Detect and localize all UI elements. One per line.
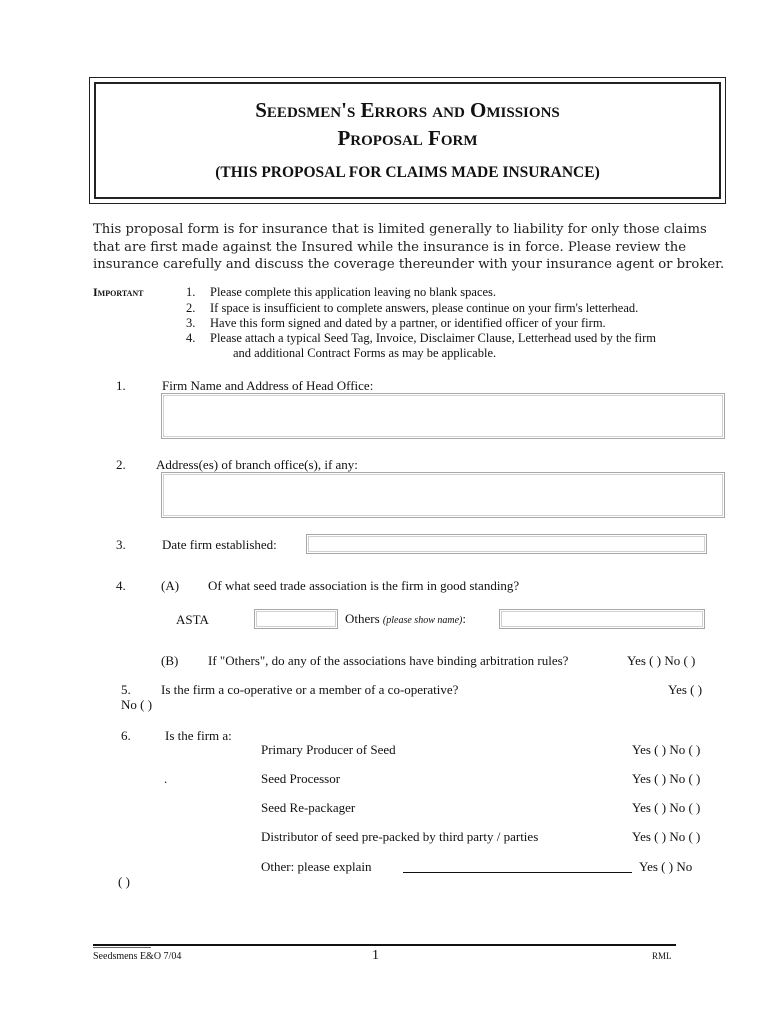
- form-title: [90, 96, 725, 152]
- q6-option-label: Distributor of seed pre-packed by third party / parties: [261, 829, 539, 844]
- q6-option-yes-no[interactable]: Yes ( ) No ( ): [632, 829, 701, 844]
- important-item-1: Please complete this application leaving no blank spaces.: [210, 285, 497, 299]
- q4a-label: (A): [161, 578, 180, 593]
- q6-label: Is the firm a:: [165, 728, 232, 743]
- asta-label: ASTA: [176, 612, 209, 627]
- q5-number: 5.: [121, 682, 131, 697]
- footer-short-rule: [93, 947, 151, 948]
- q1-label: Firm Name and Address of Head Office:: [162, 378, 374, 393]
- important-num-3: 3.: [186, 316, 196, 330]
- form-title-line2: Proposal Form: [337, 126, 478, 150]
- q6-other-label: Other: please explain: [261, 859, 372, 874]
- q2-label: Address(es) of branch office(s), if any:: [156, 457, 358, 472]
- q5-yes[interactable]: Yes ( ): [668, 682, 703, 697]
- q6-option-label: Seed Re-packager: [261, 800, 356, 815]
- footer-right: RML: [652, 951, 672, 961]
- q5-no[interactable]: No ( ): [121, 697, 153, 712]
- important-label: Important: [93, 285, 144, 299]
- footer-left: Seedsmens E&O 7/04: [93, 951, 182, 962]
- form-title-line1: Seedsmen's Errors and Omissions: [255, 98, 560, 122]
- q6-other-tail[interactable]: ( ): [118, 874, 130, 889]
- branch-offices-field[interactable]: [161, 472, 725, 518]
- q4b-yes-no[interactable]: Yes ( ) No ( ): [627, 653, 696, 668]
- others-colon: :: [462, 611, 466, 626]
- date-established-field[interactable]: [306, 534, 707, 554]
- important-num-4: 4.: [186, 331, 196, 345]
- others-name-field[interactable]: [499, 609, 705, 629]
- q6-option-yes-no[interactable]: Yes ( ) No ( ): [632, 771, 701, 786]
- important-item-4-cont: and additional Contract Forms as may be applicable.: [233, 346, 497, 360]
- other-explain-line[interactable]: [403, 872, 632, 873]
- q6-dot: .: [164, 771, 168, 786]
- others-text: Others: [345, 611, 380, 626]
- page-number: 1: [372, 948, 379, 963]
- q3-label: Date firm established:: [162, 537, 277, 552]
- q6-number: 6.: [121, 728, 131, 743]
- q5-text: Is the firm a co-operative or a member of a co-operative?: [161, 682, 459, 697]
- q4-number: 4.: [116, 578, 126, 593]
- others-hint: (please show name): [382, 615, 463, 626]
- asta-field[interactable]: [254, 609, 338, 629]
- form-subtitle: (THIS PROPOSAL FOR CLAIMS MADE INSURANCE): [215, 164, 600, 181]
- q6-option-yes-no[interactable]: Yes ( ) No ( ): [632, 800, 701, 815]
- q6-other-yes-no[interactable]: Yes ( ) No: [639, 859, 693, 874]
- important-item-4: Please attach a typical Seed Tag, Invoice, Disclaimer Clause, Letterhead used by the firm: [210, 331, 656, 345]
- q6-option-yes-no[interactable]: Yes ( ) No ( ): [632, 742, 701, 757]
- q4b-text: If "Others", do any of the associations have binding arbitration rules?: [208, 653, 569, 668]
- important-num-1: 1.: [186, 285, 196, 299]
- q1-number: 1.: [116, 378, 126, 393]
- q4a-text: Of what seed trade association is the firm in good standing?: [208, 578, 520, 593]
- q3-number: 3.: [116, 537, 126, 552]
- important-num-2: 2.: [186, 301, 196, 315]
- others-label: [345, 611, 466, 627]
- q6-option-label: Primary Producer of Seed: [261, 742, 396, 757]
- q4b-label: (B): [161, 653, 179, 668]
- important-item-2: If space is insufficient to complete answers, please continue on your firm's letterhead.: [210, 301, 639, 315]
- q6-option-label: Seed Processor: [261, 771, 341, 786]
- intro-paragraph: This proposal form is for insurance that is limited generally to liability for only those claims that are first made against the Insured while the insurance is in force. Please review the insurance carefully and discuss the coverage thereunder with your insurance agent or broker.: [93, 222, 725, 272]
- head-office-field[interactable]: [161, 393, 725, 439]
- q2-number: 2.: [116, 457, 126, 472]
- title-box: [89, 77, 726, 204]
- footer-rule: [93, 944, 676, 946]
- important-item-3: Have this form signed and dated by a partner, or identified officer of your firm.: [210, 316, 606, 330]
